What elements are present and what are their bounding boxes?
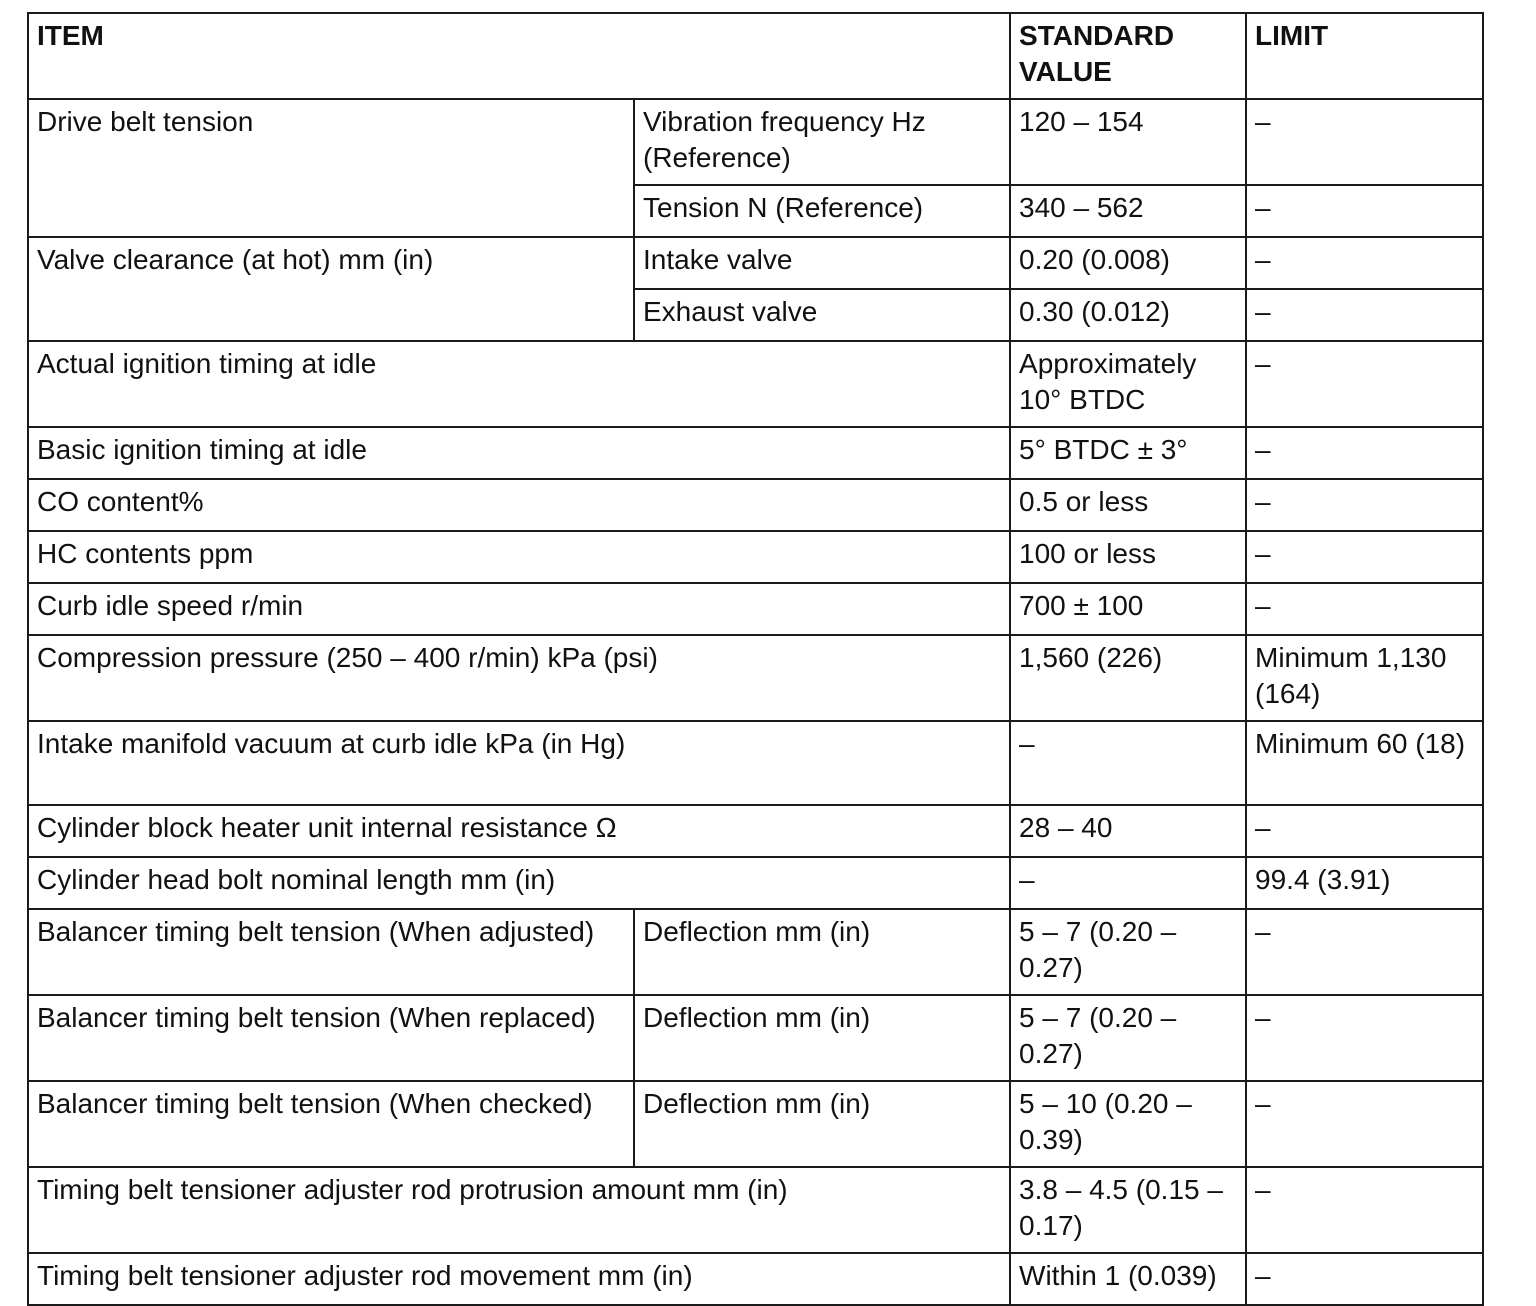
limit-cell: –	[1246, 99, 1483, 185]
limit-cell: –	[1246, 909, 1483, 995]
limit-cell: –	[1246, 1167, 1483, 1253]
item-cell: Balancer timing belt tension (When replaced)	[28, 995, 634, 1081]
standard-value-cell: 5 – 7 (0.20 – 0.27)	[1010, 909, 1246, 995]
item-cell: Timing belt tensioner adjuster rod movement mm (in)	[28, 1253, 1010, 1305]
item-cell: Timing belt tensioner adjuster rod protrusion amount mm (in)	[28, 1167, 1010, 1253]
table-row	[28, 635, 1483, 721]
table-row	[28, 583, 1483, 635]
limit-cell: –	[1246, 531, 1483, 583]
item-cell: HC contents ppm	[28, 531, 1010, 583]
limit-cell: –	[1246, 185, 1483, 237]
item-cell: Basic ignition timing at idle	[28, 427, 1010, 479]
limit-cell: –	[1246, 805, 1483, 857]
standard-value-cell: 0.20 (0.008)	[1010, 237, 1246, 289]
table-row	[28, 479, 1483, 531]
item-cell: Actual ignition timing at idle	[28, 341, 1010, 427]
item-cell: Valve clearance (at hot) mm (in)	[28, 237, 634, 341]
limit-cell: –	[1246, 1081, 1483, 1167]
standard-value-cell: 3.8 – 4.5 (0.15 – 0.17)	[1010, 1167, 1246, 1253]
sub-item-cell: Deflection mm (in)	[634, 909, 1010, 995]
standard-value-cell: 340 – 562	[1010, 185, 1246, 237]
item-cell: Balancer timing belt tension (When adjusted)	[28, 909, 634, 995]
table-row	[28, 909, 1483, 995]
header-limit: LIMIT	[1246, 13, 1483, 99]
limit-cell: –	[1246, 289, 1483, 341]
item-cell: Drive belt tension	[28, 99, 634, 237]
standard-value-cell: 5 – 7 (0.20 – 0.27)	[1010, 995, 1246, 1081]
standard-value-cell: 700 ± 100	[1010, 583, 1246, 635]
standard-value-cell: Approximately 10° BTDC	[1010, 341, 1246, 427]
sub-item-cell: Deflection mm (in)	[634, 1081, 1010, 1167]
standard-value-cell: –	[1010, 857, 1246, 909]
sub-item-cell: Vibration frequency Hz (Reference)	[634, 99, 1010, 185]
standard-value-cell: 1,560 (226)	[1010, 635, 1246, 721]
limit-cell: –	[1246, 341, 1483, 427]
limit-cell: –	[1246, 995, 1483, 1081]
header-standard-value: STANDARD VALUE	[1010, 13, 1246, 99]
standard-value-cell: 120 – 154	[1010, 99, 1246, 185]
sub-item-cell: Deflection mm (in)	[634, 995, 1010, 1081]
limit-cell: –	[1246, 479, 1483, 531]
standard-value-cell: 100 or less	[1010, 531, 1246, 583]
sub-item-cell: Tension N (Reference)	[634, 185, 1010, 237]
standard-value-cell: –	[1010, 721, 1246, 805]
table-row	[28, 995, 1483, 1081]
item-cell: Cylinder head bolt nominal length mm (in)	[28, 857, 1010, 909]
table-row	[28, 427, 1483, 479]
table-row	[28, 341, 1483, 427]
item-cell: Cylinder block heater unit internal resistance Ω	[28, 805, 1010, 857]
item-cell: Intake manifold vacuum at curb idle kPa (in Hg)	[28, 721, 1010, 805]
table-row	[28, 237, 1483, 289]
table-row	[28, 857, 1483, 909]
limit-cell: –	[1246, 427, 1483, 479]
table-row	[28, 805, 1483, 857]
table-row	[28, 1167, 1483, 1253]
standard-value-cell: 0.30 (0.012)	[1010, 289, 1246, 341]
item-cell: CO content%	[28, 479, 1010, 531]
standard-value-cell: 28 – 40	[1010, 805, 1246, 857]
limit-cell: –	[1246, 1253, 1483, 1305]
header-item: ITEM	[28, 13, 1010, 99]
table-row	[28, 531, 1483, 583]
header-row	[28, 13, 1483, 99]
limit-cell: Minimum 1,130 (164)	[1246, 635, 1483, 721]
item-cell: Compression pressure (250 – 400 r/min) kPa (psi)	[28, 635, 1010, 721]
sub-item-cell: Intake valve	[634, 237, 1010, 289]
item-cell: Balancer timing belt tension (When checked)	[28, 1081, 634, 1167]
limit-cell: –	[1246, 237, 1483, 289]
standard-value-cell: 0.5 or less	[1010, 479, 1246, 531]
standard-value-cell: Within 1 (0.039)	[1010, 1253, 1246, 1305]
limit-cell: 99.4 (3.91)	[1246, 857, 1483, 909]
limit-cell: Minimum 60 (18)	[1246, 721, 1483, 805]
table-row	[28, 1253, 1483, 1305]
item-cell: Curb idle speed r/min	[28, 583, 1010, 635]
standard-value-cell: 5° BTDC ± 3°	[1010, 427, 1246, 479]
table-row	[28, 1081, 1483, 1167]
sub-item-cell: Exhaust valve	[634, 289, 1010, 341]
limit-cell: –	[1246, 583, 1483, 635]
table-row	[28, 99, 1483, 185]
table-row	[28, 721, 1483, 805]
standard-value-cell: 5 – 10 (0.20 – 0.39)	[1010, 1081, 1246, 1167]
specification-table	[27, 12, 1484, 1306]
